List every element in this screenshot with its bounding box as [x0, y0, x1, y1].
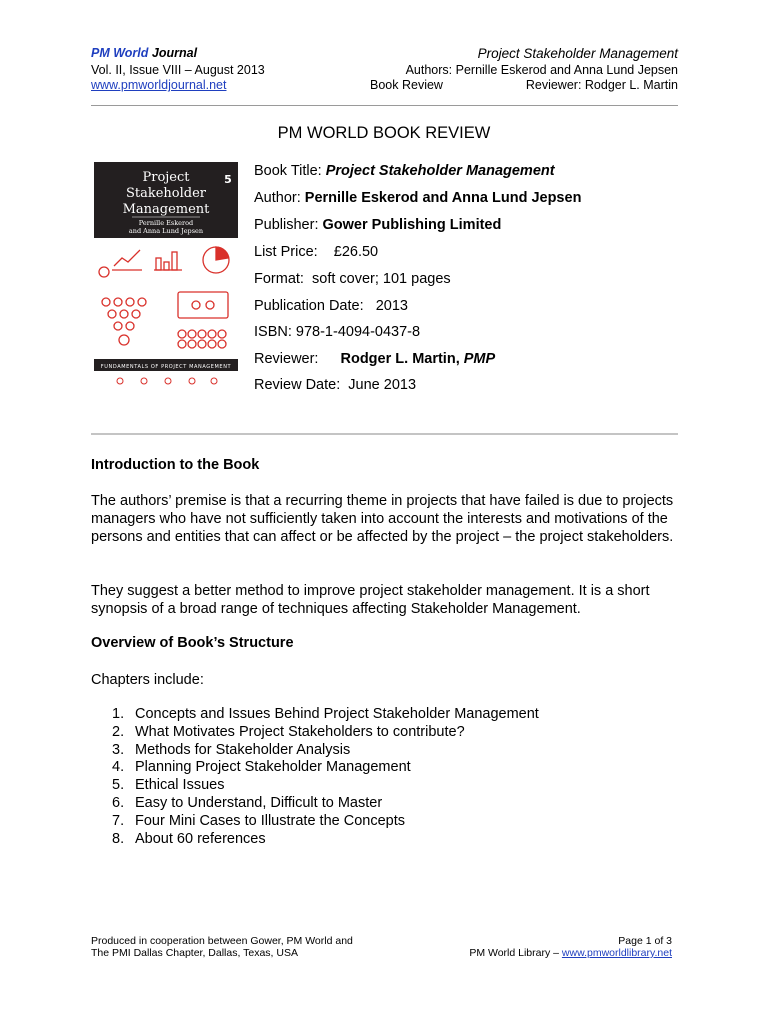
author-label: Author: [254, 190, 301, 206]
cover-author-line-2: and Anna Lund Jepsen [128, 227, 204, 235]
format: Format: soft cover; 101 pages [254, 271, 451, 287]
author-row [254, 189, 581, 207]
header-authors: Authors: Pernille Eskerod and Anna Lund Jepsen [405, 63, 678, 77]
reviewer-row [254, 350, 495, 368]
list-item: 8. About 60 references [112, 830, 266, 847]
cover-title-line-3: Management [122, 202, 210, 217]
header-divider [91, 105, 678, 106]
cover-title-line-1: Project [142, 170, 190, 185]
book-title-value: Project Stakeholder Management [325, 163, 555, 179]
publisher-value: Gower Publishing Limited [322, 217, 502, 233]
intro-paragraph-1: The authors’ premise is that a recurring theme in projects that have failed is due to projects managers who have not sufficiently taken into account the interests and motivations of the persons and entities that can affect or be affected by the project – the project stakeholders. [91, 493, 674, 545]
list-item: 4. Planning Project Stakeholder Management [112, 759, 411, 776]
footer-library-link[interactable]: www.pmworldlibrary.net [561, 947, 672, 959]
book-title-label: Book Title: [254, 163, 322, 179]
page-title: PM WORLD BOOK REVIEW [277, 124, 491, 142]
review-date: Review Date: June 2013 [254, 377, 417, 393]
list-item: 1. Concepts and Issues Behind Project Stakeholder Management [112, 706, 539, 722]
publisher-row [254, 216, 501, 234]
journal-website-link[interactable]: www.pmworldjournal.net [91, 78, 227, 92]
header-book-review: Book Review [370, 78, 443, 92]
overview-heading: Overview of Book’s Structure [91, 635, 294, 651]
reviewer-label: Reviewer: [254, 351, 319, 367]
list-item: 7. Four Mini Cases to Illustrate the Concepts [112, 812, 405, 829]
footer-library-label: PM World Library – [469, 947, 559, 959]
footer-credit-line-1: Produced in cooperation between Gower, PM World and [91, 935, 353, 947]
list-item: 3. Methods for Stakeholder Analysis [112, 741, 351, 758]
cover-author-line-1: Pernille Eskerod [138, 219, 194, 227]
chapters-intro: Chapters include: [91, 672, 204, 688]
footer-credit-line-2: The PMI Dallas Chapter, Dallas, Texas, USA [91, 947, 298, 959]
book-title-row [254, 162, 555, 180]
footer-library [469, 947, 672, 959]
reviewer-credential: PMP [463, 351, 496, 367]
list-item: 6. Easy to Understand, Difficult to Master [112, 794, 383, 811]
isbn: ISBN: 978-1-4094-0437-8 [254, 324, 421, 340]
footer-page-number: Page 1 of 3 [618, 935, 672, 947]
author-value: Pernille Eskerod and Anna Lund Jepsen [304, 190, 582, 206]
reviewer-name: Rodger L. Martin, [340, 351, 460, 367]
chapters-list [91, 706, 539, 848]
intro-heading: Introduction to the Book [91, 457, 260, 473]
publisher-label: Publisher: [254, 217, 319, 233]
cover-series: FUNDAMENTALS OF PROJECT MANAGEMENT [100, 364, 232, 370]
cover-title-line-2: Stakeholder [125, 186, 207, 201]
cover-badge: 5 [224, 173, 232, 186]
intro-paragraph-2: They suggest a better method to improve project stakeholder management. It is a short synopsis of a broad range of techniques affecting Stakeholder Management. [91, 583, 650, 617]
issue-text: Vol. II, Issue VIII – August 2013 [91, 63, 265, 77]
list-item: 5. Ethical Issues [112, 777, 225, 794]
header-reviewer: Reviewer: Rodger L. Martin [525, 78, 678, 92]
journal-title [91, 46, 197, 61]
list-item: 2. What Motivates Project Stakeholders to contribute? [112, 723, 465, 740]
header-book-title: Project Stakeholder Management [477, 46, 678, 61]
details-divider [91, 433, 678, 435]
journal-pm-world: PM World [91, 46, 149, 60]
book-cover-image [94, 162, 238, 390]
list-price: List Price: £26.50 [254, 244, 379, 260]
journal-word: Journal [151, 46, 198, 60]
publication-date: Publication Date: 2013 [254, 298, 408, 314]
